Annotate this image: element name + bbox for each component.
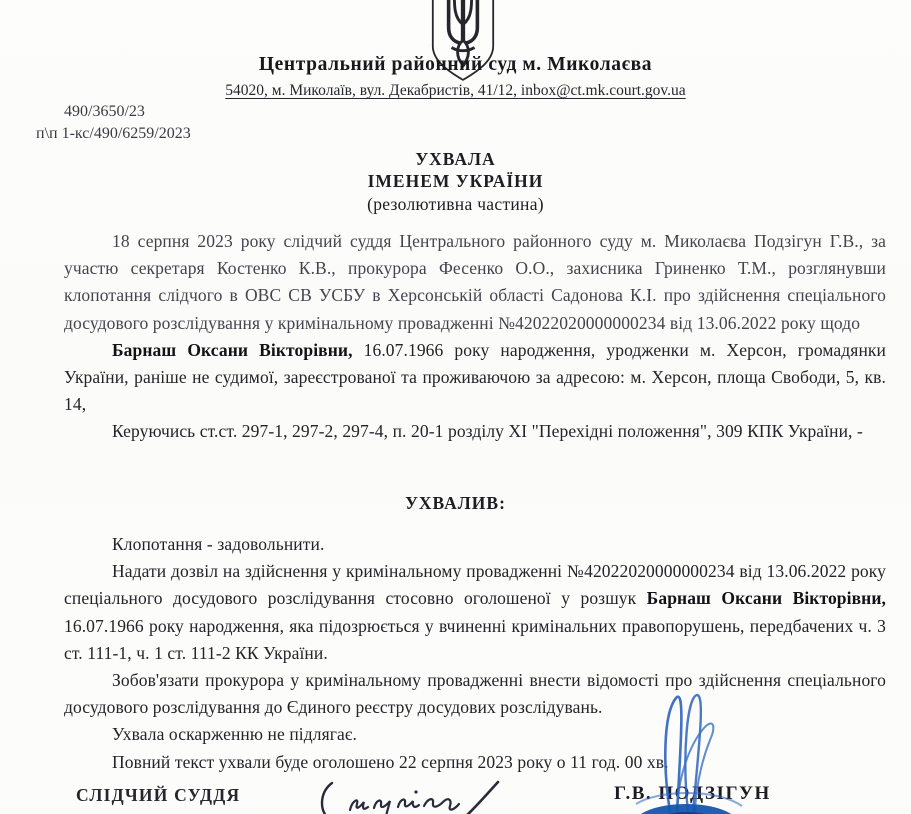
case-number-primary: 490/3650/23 xyxy=(64,103,145,120)
coat-of-arms-ukraine-icon xyxy=(427,0,499,59)
suspect-name-bold-2: Барнаш Оксани Вікторівни, xyxy=(646,588,886,609)
permission-text-after: 16.07.1966 року народження, яка підозрюється у вчиненні кримінальних правопорушень, передбачених ч. 3 ст. 111-1, ч. 1 ст. 111-2 КК України. xyxy=(64,615,886,663)
court-address xyxy=(0,82,911,100)
court-name: Центральний районний суд м. Миколаєва xyxy=(258,54,653,75)
legal-basis-text: Керуючись ст.ст. 297-1, 297-2, 297-4, п. 20-1 розділу XI "Перехідні положення", 309 КПК України, - xyxy=(112,421,863,442)
paragraph-permission xyxy=(64,558,886,667)
signature-row xyxy=(0,780,911,814)
paragraph-full-text-date: Повний текст ухвали буде оголошено 22 серпня 2023 року о 11 год. 00 хв. xyxy=(112,751,669,772)
case-number-proceeding: п\п 1-кс/490/6259/2023 xyxy=(36,125,191,142)
court-address-text: 54020, м. Миколаїв, вул. Декабристів, 41/12, inbox@ct.mk.court.gov.ua xyxy=(225,82,686,99)
document-title-block xyxy=(0,148,911,215)
case-numbers xyxy=(36,101,191,145)
preamble-section xyxy=(64,228,886,446)
handwritten-signature-icon xyxy=(312,780,522,814)
suspect-name-bold: Барнаш Оксани Вікторівни, xyxy=(112,339,353,360)
paragraph-hearing-details xyxy=(64,228,886,337)
paragraph-hearing-details-text: 18 серпня 2023 року слідчий суддя Центрального районного суду м. Миколаєва Подзігун Г.В., за участю секретаря Костенко К.В., прокурора Фесенко О.О., захисника Гриненко Т.М., розглянувши клопотання слідчого в ОВС СВ УСБУ в Херсонській області Садонова К.І. про здійснення спеціального досудового розслідування у кримінальному провадженні №42022020000000234 від 13.06.2022 року щодо xyxy=(64,231,886,333)
paragraph-grant-motion: Клопотання - задовольнити. xyxy=(112,534,325,554)
judge-name: Г.В. ПОДЗІГУН xyxy=(614,783,771,804)
resolution-heading: УХВАЛИВ: xyxy=(405,493,506,513)
title-operative-part: (резолютивна частина) xyxy=(367,194,544,214)
suspect-details-text: 16.07.1966 року народження, уродженки м. Херсон, громадянки України, раніше не судимої, зареєстрованої та проживаючою за адресою: м. Херсон, площа Свободи, 5, кв. 14, xyxy=(64,339,886,415)
paragraph-legal-basis xyxy=(64,418,886,445)
paragraph-suspect-details xyxy=(64,337,886,419)
title-ukhvala: УХВАЛА xyxy=(415,149,496,169)
title-in-name-of-ukraine: ІМЕНЕМ УКРАЇНИ xyxy=(367,171,544,191)
paragraph-obligation: Зобов'язати прокурора у кримінальному провадженні внести відомості про здійснення спеціального досудового розслідування до Єдиного реєстру досудових розслідувань. xyxy=(64,670,886,718)
resolution-section xyxy=(64,531,886,776)
paragraph-no-appeal: Ухвала оскарженню не підлягає. xyxy=(112,724,357,745)
judge-role-label: СЛІДЧИЙ СУДДЯ xyxy=(76,785,241,805)
permission-text-before: Надати дозвіл на здійснення у кримінальному провадженні №42022020000000234 від 13.06.2022 року спеціального досудового розслідування стосовно оголошеної у розшук xyxy=(64,561,886,609)
